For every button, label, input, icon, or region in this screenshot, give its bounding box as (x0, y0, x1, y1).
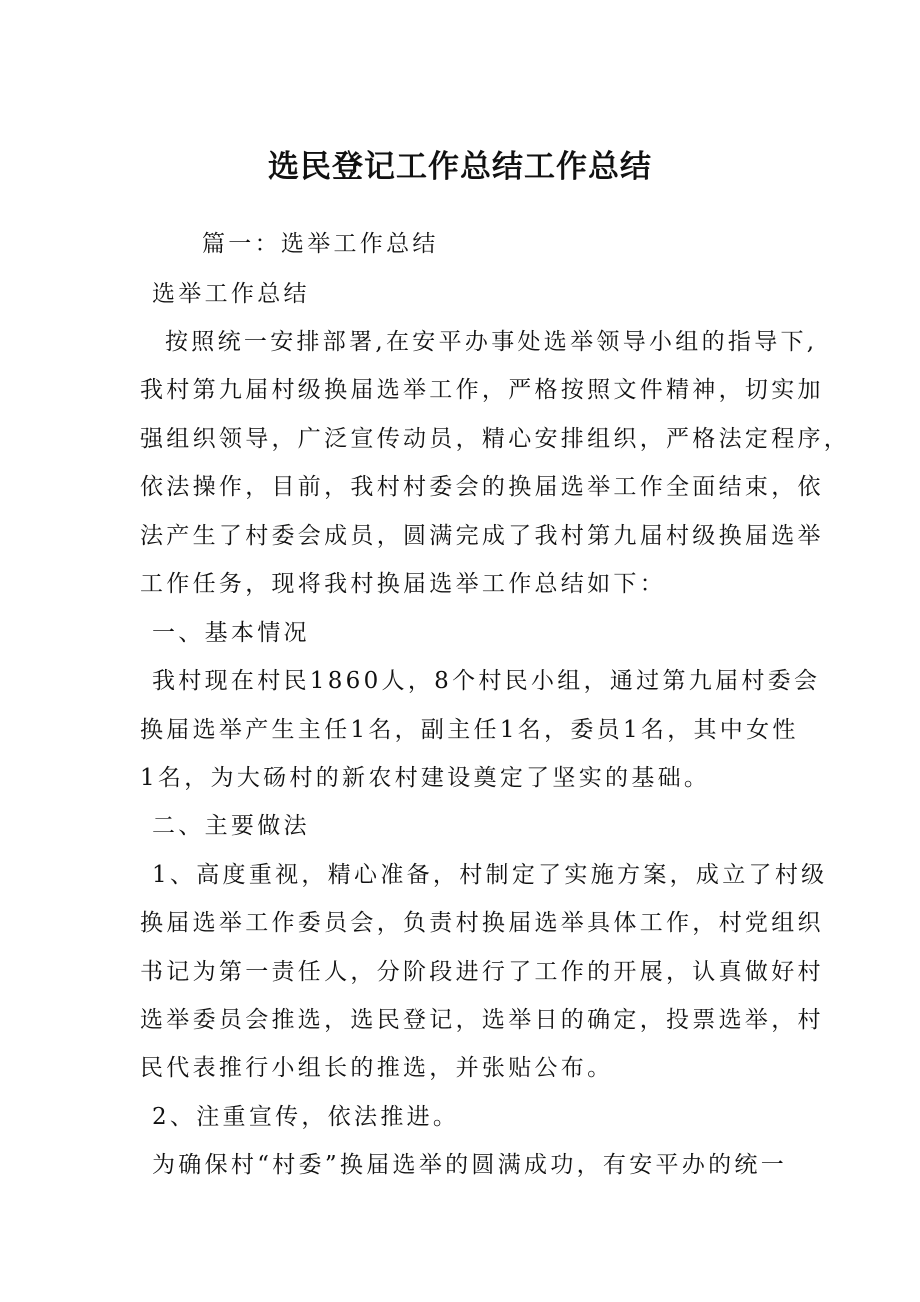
paragraph-line: 我村第九届村级换届选举工作，严格按照文件精神，切实加 (140, 377, 824, 403)
paragraph-line: 1名，为大砀村的新农村建设奠定了坚实的基础。 (140, 765, 711, 791)
paragraph-line: 书记为第一责任人，分阶段进行了工作的开展，认真做好村 (140, 959, 824, 985)
document-title: 选民登记工作总结工作总结 (268, 149, 652, 185)
paragraph-line: 民代表推行小组长的推选，并张贴公布。 (140, 1055, 614, 1081)
paragraph-line: 为确保村“村委”换届选举的圆满成功，有安平办的统一 (152, 1152, 788, 1178)
paragraph-line: 换届选举产生主任1名，副主任1名，委员1名，其中女性 (140, 717, 799, 743)
paragraph-line: 选举委员会推选，选民登记，选举日的确定，投票选举，村 (140, 1007, 824, 1033)
paragraph-line: 2、注重宣传，依法推进。 (152, 1104, 460, 1130)
paragraph-line: 强组织领导，广泛宣传动员，精心安排组织，严格法定程序， (140, 426, 851, 452)
paragraph-line: 工作任务，现将我村换届选举工作总结如下： (140, 571, 666, 597)
paragraph-line: 换届选举工作委员会，负责村换届选举具体工作，村党组织 (140, 910, 824, 936)
paragraph-line: 1、高度重视，精心准备，村制定了实施方案，成立了村级 (152, 862, 828, 888)
section-heading-basic: 一、基本情况 (152, 620, 310, 646)
paragraph-line: 依法操作，目前，我村村委会的换届选举工作全面结束，依 (140, 474, 824, 500)
section-heading-chapter-one: 篇一：选举工作总结 (202, 231, 439, 257)
paragraph-line: 我村现在村民1860人，8个村民小组，通过第九届村委会 (152, 668, 821, 694)
section-heading-practices: 二、主要做法 (152, 813, 310, 839)
paragraph-line: 按照统一安排部署,在安平办事处选举领导小组的指导下, (165, 329, 818, 355)
paragraph-line: 法产生了村委会成员，圆满完成了我村第九届村级换届选举 (140, 523, 824, 549)
subheading: 选举工作总结 (152, 281, 310, 307)
